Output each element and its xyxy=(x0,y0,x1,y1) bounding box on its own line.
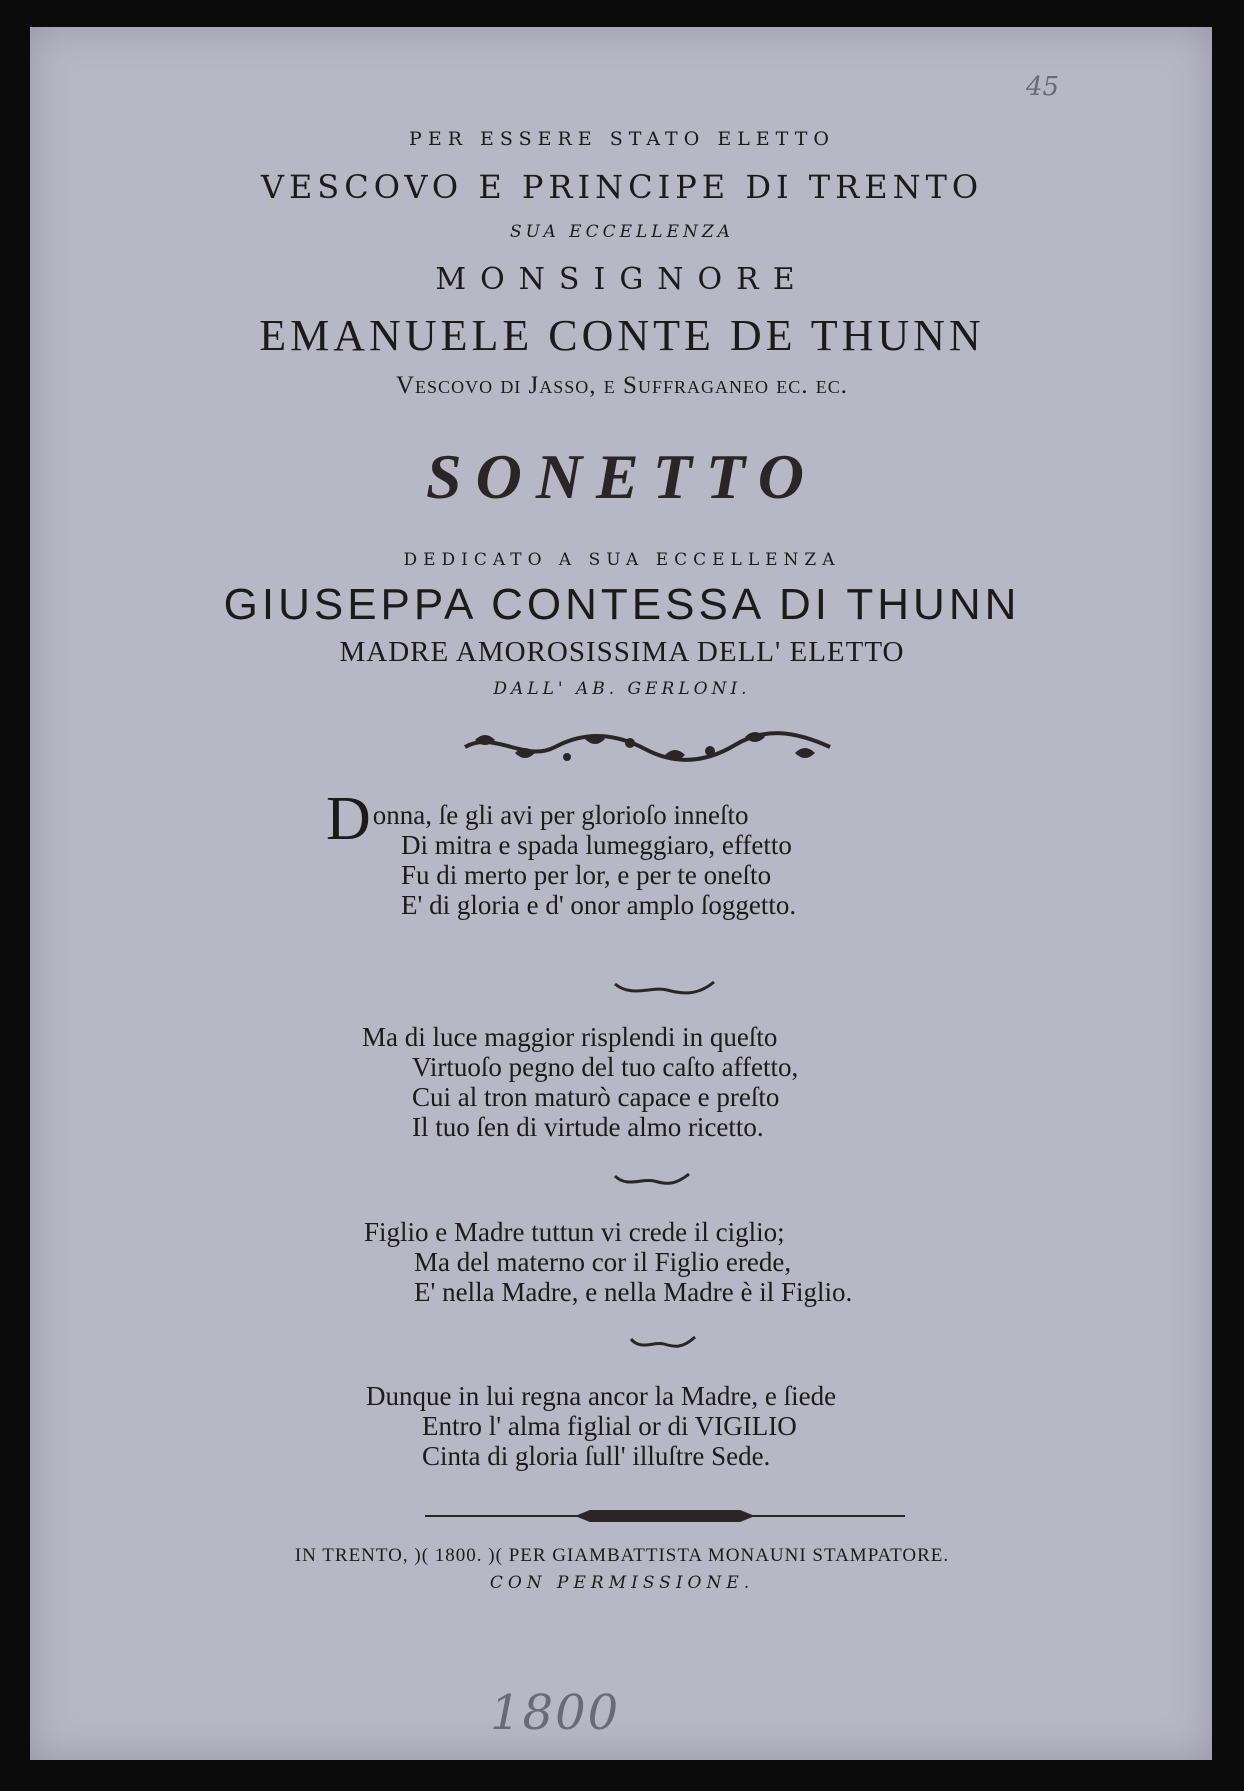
verse-line: Figlio e Madre tuttun vi crede il ciglio; xyxy=(364,1217,785,1247)
verse-line: Cui al tron maturò capace e preſto xyxy=(412,1082,780,1112)
dedication-line-1: DEDICATO A SUA ECCELLENZA xyxy=(403,550,841,570)
verse-line: Fu di merto per lor, e per te oneſto xyxy=(401,860,772,890)
verse-line: Virtuoſo pegno del tuo caſto affetto, xyxy=(412,1052,799,1082)
verse-line: Il tuo ſen di virtude almo ricetto. xyxy=(412,1112,764,1142)
verse-line: Cinta di gloria ſull' illuſtre Sede. xyxy=(422,1441,771,1471)
dedication-author: DALL' AB. GERLONI. xyxy=(493,679,751,699)
printer-imprint: IN TRENTO, )( 1800. )( PER GIAMBATTISTA MONAUNI STAMPATORE. xyxy=(294,1545,950,1566)
verse-line: Dunque in lui regna ancor la Madre, e ſiede xyxy=(366,1381,837,1411)
verse-line: onna, ſe gli avi per glorioſo inneſto xyxy=(372,800,749,830)
header-line-1: PER ESSERE STATO ELETTO xyxy=(409,128,835,150)
permission-note: CON PERMISSIONE. xyxy=(489,1573,755,1593)
verse-line: Entro l' alma figlial or di VIGILIO xyxy=(422,1411,797,1441)
header-line-4: MONSIGNORE xyxy=(435,262,809,297)
swash-divider xyxy=(628,1333,698,1353)
floral-ornament xyxy=(455,725,840,770)
stanza-4 xyxy=(366,1381,836,1471)
verse-line: E' di gloria e d' onor amplo ſoggetto. xyxy=(401,890,797,920)
poem-title: SONETTO xyxy=(426,441,818,512)
stanza-1 xyxy=(326,785,797,920)
handwritten-number: 45 xyxy=(1026,72,1060,102)
header-line-3: SUA ECCELLENZA xyxy=(510,222,734,242)
dedication-line-3: MADRE AMOROSISSIMA DELL' ELETTO xyxy=(339,636,905,668)
horizontal-rule xyxy=(425,1505,905,1525)
verse-line: Ma del materno cor il Figlio erede, xyxy=(414,1247,792,1277)
stanza-2 xyxy=(362,1022,798,1142)
swash-divider xyxy=(612,978,717,1000)
header-subtitle: Vescovo di Jasso, e Suffraganeo ec. ec. xyxy=(396,372,848,399)
header-line-2: VESCOVO E PRINCIPE DI TRENTO xyxy=(260,168,984,206)
handwritten-year: 1800 xyxy=(490,1685,621,1741)
verse-line: Di mitra e spada lumeggiaro, effetto xyxy=(401,830,792,860)
drop-cap: D xyxy=(326,785,371,853)
dedication-name: GIUSEPPA CONTESSA DI THUNN xyxy=(223,580,1021,629)
verse-line: Ma di luce maggior risplendi in queſto xyxy=(362,1022,778,1052)
stanza-3 xyxy=(364,1217,852,1307)
header-name: EMANUELE CONTE DE THUNN xyxy=(259,311,985,360)
swash-divider xyxy=(612,1170,692,1190)
verse-line: E' nella Madre, e nella Madre è il Figlio. xyxy=(414,1277,853,1307)
